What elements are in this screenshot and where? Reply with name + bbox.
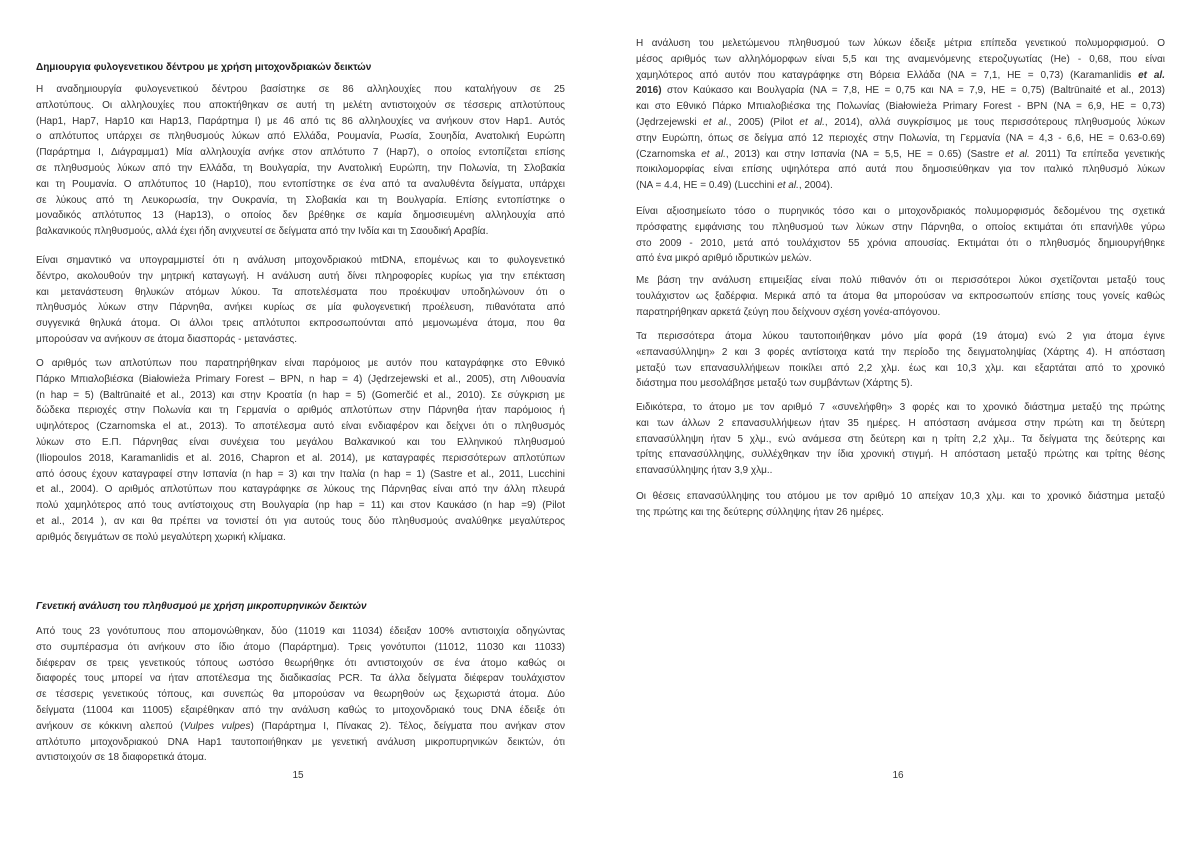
citation-et-al: et al. (799, 116, 825, 128)
citation-et-al: et al. (1138, 69, 1165, 81)
text-line: πληθυσμός λύκων στην Πάρνηθα, ανήκει κυρίως σε μία φυλογενετική προέλευση, πιθανότατα από (36, 302, 565, 314)
text-line: «επανασύλληψη» 2 και 3 φορές αντίστοιχα κατά την περίοδο της δειγματοληψίας (Χάρτης 4). Η απόσταση (636, 346, 1165, 358)
text-run: , 2005) (Pilot (728, 116, 800, 128)
text-line (636, 147, 1165, 163)
text-line: δώδεκα περιοχές στην Πολωνία και τη Γερμανία ο αριθμός απλοτύπων στην Πάρνηθα ήταν παρόμοιος ή (36, 405, 565, 417)
text-line: Ο αριθμός των απλοτύπων που παρατηρήθηκαν είναι παρόμοιος με αυτόν που καταγράφηκε στο Εθνικό (36, 358, 565, 369)
text-line: ποικιλομορφίας είναι επίσης υψηλότερα από αυτά που δημοσιεύθηκαν για τον ιταλικό πληθυσμό λύκων (636, 164, 1165, 176)
text-line: Είναι αξιοσημείωτο τόσο ο πυρηνικός τόσο και ο μιτοχονδριακός πολυμορφισμός δεδομένου της σχετικά (636, 206, 1165, 217)
text-line: Τα περισσότερα άτομα λύκου ταυτοποιήθηκαν μόνο μία φορά (19 άτομα) ενώ 2 για άτομα έγινε (636, 331, 1165, 342)
text-line: πολύ χαμηλότερος από τους αντίστοιχους στη Βουλγαρία (np hap = 11) και στον Καυκάσο (n hap =9) (Pilot (36, 500, 565, 512)
text-line: απλότυπο μιτοχονδριακού DNA Hap1 ταυτοποιήθηκαν με γενετική ανάλυση μικροπυρηνικών δεικτών, ότι (36, 736, 565, 748)
text-line: της πρώτης και της δεύτερης σύλληψης ήταν 26 ημέρες. (636, 506, 884, 518)
text-line: στο συμπέρασμα ότι ανήκουν στο ίδιο άτομο (Παράρτημα). Τρεις γονότυποι (11012, 11030 και 11033) (36, 641, 565, 653)
text-line: δέντρο, ακολουθούν την μητρική καταγωγή. Η ανάλυση αυτή δίνει πληροφορίες κυρίως για την επέκταση (36, 270, 565, 282)
text-run: ανήκουν σε κόκκινη αλεπού ( (36, 720, 184, 732)
citation-year: 2016) (636, 85, 662, 97)
text-line: δείγματα (11004 και 11005) εξαιρέθηκαν από την ανάλυση καθώς το μιτοχονδριακό τους DNA έδειξε ότι (36, 704, 565, 716)
text-line: σε τέσσερις γενετικούς τόπους, και συνεπώς θα μπορούσαν να θεωρηθούν ως ξεχωριστά άτομα. Δύο (36, 689, 565, 701)
text-run: , 2014), αλλά συγκρίσιμος με τους περισσότερους πληθυσμούς λύκων (824, 116, 1166, 128)
text-run: 2011) Τα επίπεδα γενετικής (1029, 148, 1165, 160)
text-line (636, 83, 1165, 99)
text-line: μοναδικός απλότυπος 13 (Hap13), ο οποίος δεν βρέθηκε σε καμία δημοσιευμένη αλληλουχία από (36, 210, 565, 222)
text-line: Ειδικότερα, το άτομο με τον αριθμό 7 «συνελήφθη» 3 φορές και το χρονικό διάστημα μεταξύ της πρώτης (636, 402, 1165, 413)
paragraph-genetic-diversity (636, 36, 1165, 194)
text-line: μπορούσαν να ανήκουν σε άτομα διασποράς - μετανάστες. (36, 333, 298, 345)
paragraph-haplotype-comparison (36, 356, 565, 546)
text-line: από όσους έχουν καταγραφεί στην Ισπανία (n hap = 3) και την Ιταλία (n hap = 1) (Sastre et al., 2011, Lucchini (36, 468, 565, 480)
text-line: Η αναδημιουργία φυλογενετικού δέντρου βασίστηκε σε 86 αλληλουχίες που καταλήγουν σε 25 (36, 84, 565, 95)
text-line: et al., 2014 ), αν και θα πρέπει να τονιστεί ότι για αυτούς τους δύο πληθυσμούς αναλύθηκε μεγαλύτερος (36, 515, 565, 527)
text-line: επανασύλληψης ήταν 3,9 χλμ.. (636, 465, 773, 477)
text-line: (Iliopoulos 2018, Karamanlidis et al. 2016, Chapron et al. 2014), με καταγραφές περισσότερων απλοτύπων (36, 452, 565, 464)
text-line: αριθμός δειγμάτων σε πολύ μεγαλύτερη χωρική κλίμακα. (36, 531, 286, 543)
text-line: βαλκανικούς πληθυσμούς, αλλά έχει ήδη ανιχνευτεί σε δείγματα από την Ινδία και τη Σαουδική Αραβία. (36, 226, 489, 238)
text-run: χαμηλότερος από αυτόν που καταγράφηκε στη Βόρεια Ελλάδα (NA = 7,1, HE = 0,73) (Karamanlidis (636, 69, 1139, 81)
text-line: σε λύκους από τη Λευκορωσία, την Ουκρανία, τη Σλοβακία και τη Βουλγαρία. Επίσης εντοπίστηκε ο (36, 194, 565, 206)
text-line: et al., 2004). Ο αριθμός απλοτύπων που καταγράφηκε σε λύκους της Πάρνηθας είναι από την άλλη πλευρά (36, 484, 565, 496)
text-line: μέσος αριθμός των αλληλόμορφων είναι 5,5 και της αναμενόμενης ετεροζυγωτίας (He) - 0,68, που είναι (636, 53, 1165, 65)
text-run: (Czarnomska (636, 148, 702, 160)
text-line: Πάρκο Μπιαλοβιέσκα (Białowieża Primary Forest – BPN, n hap = 4) (Jędrzejewski et al., 2005), στη Λιθουανία (36, 373, 565, 385)
text-line: από ένα μικρό αριθμό ιδρυτικών μελών. (636, 253, 812, 265)
text-line: ο απλότυπος υπάρχει σε πληθυσμούς λύκων από Ελλάδα, Ρουμανία, Ρωσία, Σουηδία, Ανατολική Ευρώπη (36, 131, 565, 143)
text-line: συγγενικά θηλυκά άτομα. Οι άλλοι τρεις απλότυποι εκπροσωπούνται από μεμονωμένα άτομα, που θα (36, 318, 565, 330)
text-line: τρίτης επανασύλληψης, συλλέχθηκαν την ίδια χρονική στιγμή. Η απόσταση μεταξύ πρώτης και τρίτης θέσης (636, 449, 1165, 461)
text-run: ) (Παράρτημα Ι, Πίνακας 2). Τέλος, δείγματα που ανήκαν στον (250, 720, 565, 732)
citation-et-al: et al. (703, 116, 729, 128)
right-page (600, 0, 1200, 848)
text-line: και μετανάστευση θηλυκών ατόμων λύκου. Τα αποτελέσματα που προέκυψαν υποδηλώνουν ότι ο (36, 286, 565, 298)
text-line: Η ανάλυση του μελετώμενου πληθυσμού των λύκων έδειξε μέτρια επίπεδα γενετικού πολυμορφισμού. Ο (636, 38, 1165, 49)
text-line: και στο Εθνικό Πάρκο Μπιαλοβιέσκα της Πολωνίας (Białowieża Primary Forest - BPN (NA = 6,9, HE = 0,73) (636, 101, 1165, 113)
text-line: Οι θέσεις επανασύλληψης του ατόμου με τον αριθμό 10 απείχαν 10,3 χλμ. και το χρονικό διάστημα μεταξύ (636, 491, 1165, 502)
text-line: απλοτύπους. Οι αλληλουχίες που αποκτήθηκαν σε αυτή τη μελέτη αντιστοιχούν σε τέσσερις απλοτύπους (36, 99, 565, 111)
text-line (36, 719, 565, 735)
text-line: Από τους 23 γονότυπους που απομονώθηκαν, δύο (11019 και 11034) έδειξαν 100% αντιστοιχία οδηγώντας (36, 626, 565, 637)
text-line: στο 2009 - 2010, μετά από τουλάχιστον 55 χρόνια απουσίας. Εκτιμάται ότι ο πληθυσμός δημιουργήθηκε (636, 237, 1165, 249)
citation-et-al: et al. (777, 180, 799, 192)
text-line: (n hap = 5) (Baltrūnaité et al., 2013) και στην Κροατία (n hap = 5) (Gomerčić et al., 2010). Σε σύγκριση με (36, 389, 565, 401)
text-line: στην Ευρώπη, όπως σε δείγμα από 12 περιοχές στην Πολωνία, τη Γερμανία (NA = 4,3 - 6,6, HE = 0.63-0.69) (636, 132, 1165, 144)
text-line: υψηλότερος (Czarnomska el at., 2013). Το αποτέλεσμα αυτό είναι ενδιαφέρον και δείχνει ότι ο πληθυσμός (36, 421, 565, 433)
paragraph-individual-10 (636, 489, 1165, 521)
paragraph-maternal-lineage (36, 253, 565, 348)
paragraph-haplotypes (36, 82, 565, 240)
text-line: τουλάχιστον ως ξαδέρφια. Μερικά από τα άτομα θα μπορούσαν να εκπροσωπούν επίσης τους γονείς καθώς (636, 290, 1165, 302)
text-run: στον Καύκασο και Βουλγαρία (NA = 7,8, HE = 0,75 και NA = 7,9, HE = 0,75) (Baltrūnaité et al., 2013) (661, 85, 1165, 97)
text-line: (Hap1, Hap7, Hap10 και Hap13, Παράρτημα Ι) με 46 από τις 86 αλληλουχίες να ανήκουν στον Hap1. Αυτός (36, 115, 565, 127)
text-run: , 2013) και στην Ισπανία (NA = 5,5, HE = 0.65) (Sastre (725, 148, 1006, 160)
section-heading-mtdna-tree: Δημιουργια φυλογενετικου δέντρου με χρήση μιτοχονδριακών δεικτών (36, 62, 372, 73)
text-line: παρατηρήθηκαν αρκετά ζεύγη που δείχνουν σχέση γονέα-απόγονου. (636, 306, 941, 318)
species-name: Vulpes vulpes (183, 720, 251, 732)
text-line: μεταξύ των επανασυλλήψεων ποικίλει από 2,2 χλμ. έως και 10,3 χλμ. και εξαρτάται από το χρονικό (636, 362, 1165, 374)
text-line: Με βάση την ανάλυση επιμειξίας είναι πολύ πιθανόν ότι οι περισσότεροι λύκοι σχετίζονται μεταξύ τους (636, 275, 1165, 286)
text-line: πρόσφατης εμφάνισης του πληθυσμού των λύκων στην Πάρνηθα, ο οποίος εκτιμάται ότι επανήλθε γύρω (636, 221, 1165, 233)
citation-et-al: et al. (1005, 148, 1030, 160)
page-number: 15 (292, 770, 304, 781)
text-line: και των άλλων 2 επανασυλλήψεων ήταν 35 ημέρες. Η απόσταση ανάμεσα στην πρώτη και τη δεύτερη (636, 417, 1165, 429)
section-heading-microsatellite: Γενετική ανάλυση του πληθυσμού με χρήση μικροπυρηνικών δεικτών (36, 601, 367, 612)
text-run: , 2004). (798, 180, 833, 192)
paragraph-recaptures (636, 329, 1165, 392)
paragraph-individual-7 (636, 400, 1165, 479)
text-run: (NA = 4.4, HE = 0.49) (Lucchini (636, 180, 778, 192)
paragraph-genotypes (36, 624, 565, 766)
text-line (636, 68, 1165, 84)
text-line: διέφεραν σε τρεις γενετικούς τόπους ωστόσο θεωρήθηκε ότι αντιστοιχούν σε ένα άτομο καθώς οι (36, 657, 565, 669)
page-number: 16 (892, 770, 904, 781)
text-line: και τη Ρουμανία. Ο απλότυπος 10 (Hap10), που εντοπίστηκε σε ένα από τα αναλυθέντα δείγματα, υπάρχει (36, 178, 565, 190)
text-run: (Jędrzejewski (636, 116, 704, 128)
text-line: λύκων στο Ε.Π. Πάρνηθας είναι συνέχεια του μεγάλου Βαλκανικού και του Ελληνικού πληθυσμού (36, 436, 565, 448)
text-line: διαφορές τους μπορεί να ήταν αποτέλεσμα της διαδικασίας PCR. Τα άλλα δείγματα διέφεραν τουλάχιστον (36, 673, 565, 685)
text-line: διάστημα που μεσολάβησε μεταξύ των συμβάντων (Χάρτης 5). (636, 378, 913, 390)
text-line (636, 115, 1165, 131)
text-line: Είναι σημαντικό να υπογραμμιστεί ότι η ανάλυση μιτοχονδριακού mtDNA, επομένως και το φυλογενετικό (36, 255, 565, 266)
citation-et-al: et al. (701, 148, 726, 160)
paragraph-relatedness (636, 273, 1165, 320)
text-line: αντιστοιχούν σε 18 διαφορετικά άτομα. (36, 752, 207, 764)
text-line: (Παράρτημα Ι, Διάγραμμα1) Μία αλληλουχία ανήκε στον απλότυπο 7 (Hap7), ο οποίος εντοπίζεται επίσης (36, 147, 565, 159)
paragraph-polymorphism-note (636, 204, 1165, 267)
text-line: σε πληθυσμούς λύκων από την Ελλάδα, τη Βουλγαρία, την Ανατολική Ευρώπη, την Πολωνία, τη Σλοβακία (36, 162, 565, 174)
text-line: επανασύλληψη ήταν 5 χλμ., ενώ ανάμεσα στη δεύτερη και η τρίτη 2,2 χλμ.. Τα δείγματα της δεύτερης και (636, 433, 1165, 445)
text-line (636, 178, 1165, 194)
